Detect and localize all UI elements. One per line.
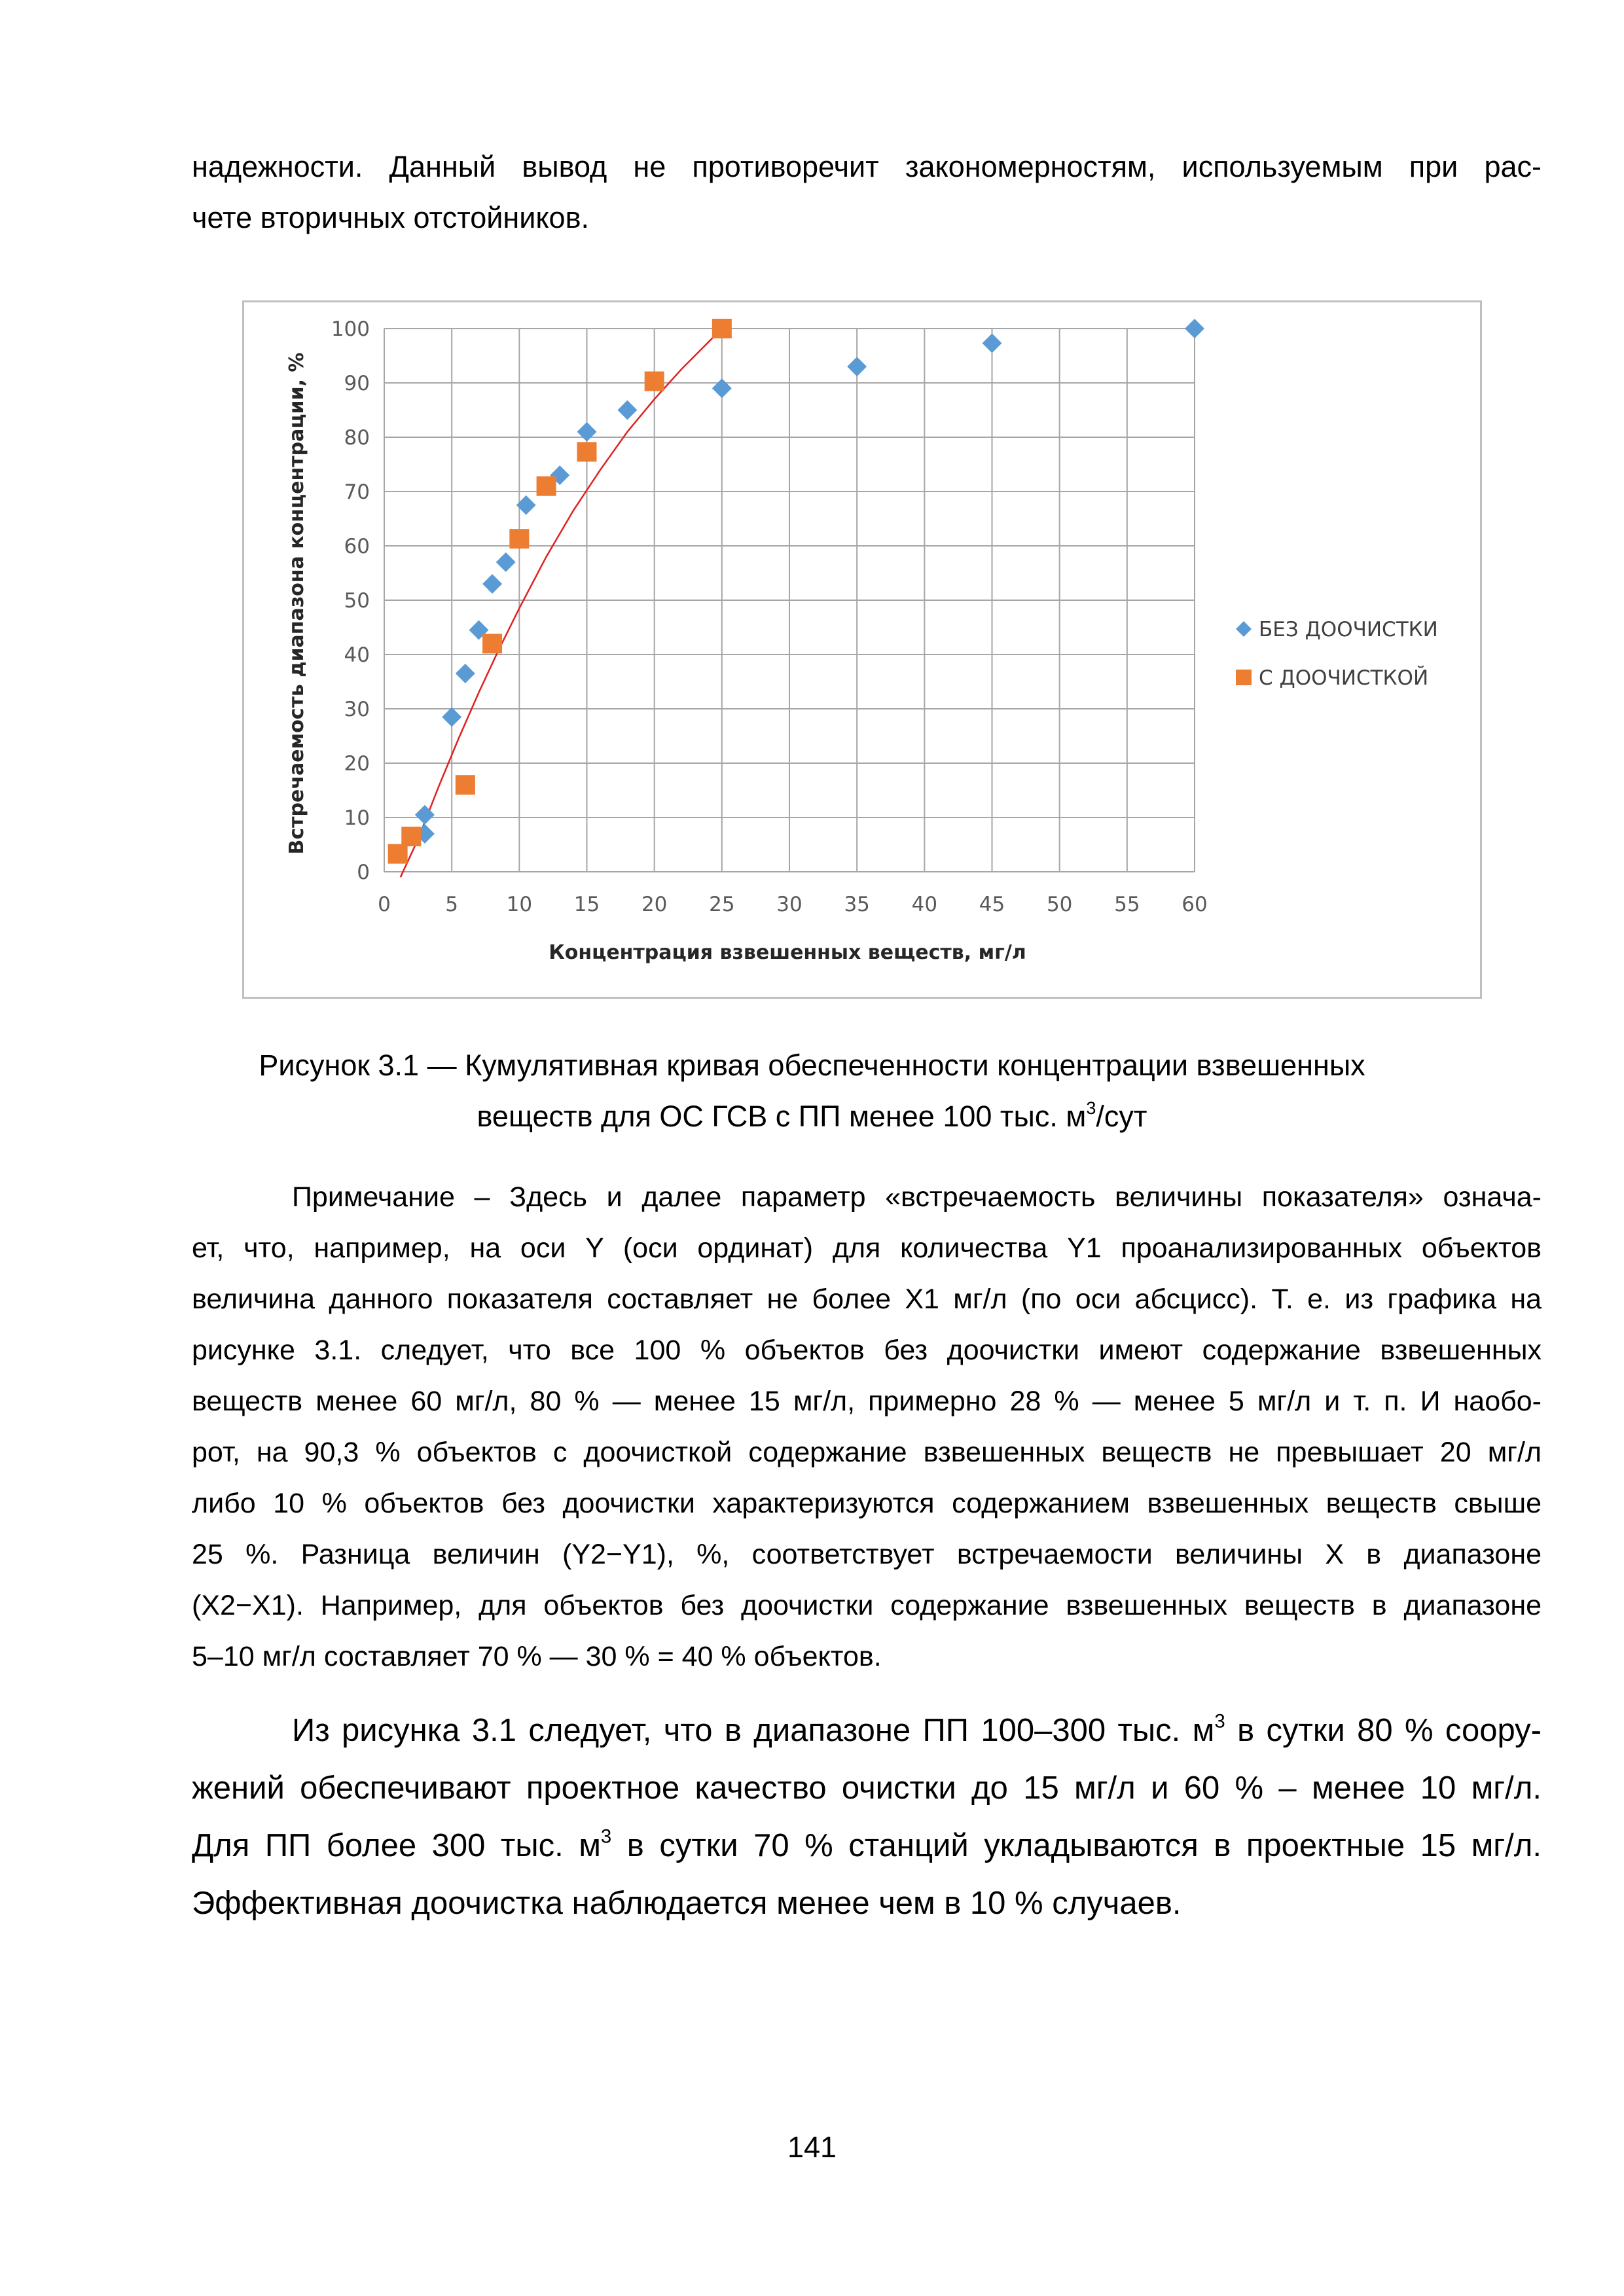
caption-text-end: /сут (1096, 1100, 1147, 1133)
data-point-square (577, 442, 597, 461)
y-tick-label: 90 (344, 372, 370, 395)
x-tick-label: 25 (709, 893, 735, 916)
main-line (192, 1817, 1542, 1874)
note-line: 5–10 мг/л составляет 70 % — 30 % = 40 % объектов. (192, 1641, 882, 1672)
y-tick-label: 100 (331, 317, 370, 341)
legend-label-bez-doochistki: БЕЗ ДООЧИСТКИ (1259, 618, 1438, 641)
caption-superscript: 3 (1086, 1098, 1096, 1119)
note-line: веществ менее 60 мг/л, 80 % — менее 15 мг/л, примерно 28 % — менее 5 мг/л и т. п. И наобо- (192, 1386, 1542, 1417)
note-line: Примечание – Здесь и далее параметр «встречаемость величины показателя» означа- (292, 1181, 1542, 1213)
x-tick-label: 60 (1182, 893, 1208, 916)
intro-line: надежности. Данный вывод не противоречит закономерностям, используемым при рас- (192, 150, 1542, 183)
x-axis-label: Концентрация взвешенных веществ, мг/л (549, 941, 1026, 964)
x-tick-label: 15 (573, 893, 600, 916)
data-point-diamond (712, 378, 732, 398)
x-tick-label: 0 (378, 893, 391, 916)
data-point-diamond (983, 333, 1002, 353)
note-line: либо 10 % объектов без доочистки характеризуются содержанием взвешенных веществ свыше (192, 1488, 1542, 1519)
figure-caption-line-2 (0, 1091, 1624, 1142)
legend-marker-diamond (1236, 621, 1252, 637)
note-line: рот, на 90,3 % объектов с доочисткой содержание взвешенных веществ не превышает 20 мг/л (192, 1437, 1542, 1468)
data-point-square (537, 476, 556, 496)
data-point-square (388, 844, 408, 864)
data-point-diamond (496, 552, 516, 572)
data-point-diamond (415, 805, 435, 825)
x-tick-label: 45 (979, 893, 1005, 916)
data-point-diamond (1185, 319, 1204, 338)
y-tick-label: 30 (344, 698, 370, 721)
main-line (192, 1702, 1542, 1759)
data-point-square (401, 827, 421, 846)
note-line: рисунке 3.1. следует, что все 100 % объектов без доочистки имеют содержание взвешенных (192, 1335, 1542, 1366)
intro-line: чете вторичных отстойников. (192, 201, 589, 234)
data-point-diamond (482, 574, 502, 594)
data-point-square (456, 775, 475, 795)
main-text: Для ПП более 300 тыс. м (192, 1828, 601, 1863)
y-tick-label: 50 (344, 589, 370, 613)
main-superscript: 3 (600, 1825, 612, 1848)
main-text: в сутки 80 % соору- (1225, 1713, 1542, 1748)
main-text: Из рисунка 3.1 следует, что в диапазоне ПП 100–300 тыс. м (292, 1713, 1215, 1748)
data-points (388, 319, 1204, 864)
data-point-diamond (577, 422, 597, 442)
chart-grid (384, 329, 1195, 872)
x-tick-label: 50 (1046, 893, 1073, 916)
main-line: жений обеспечивают проектное качество очистки до 15 мг/л и 60 % – менее 10 мг/л. (192, 1770, 1542, 1806)
trend-line (401, 329, 722, 877)
scatter-chart (244, 302, 1484, 1001)
x-tick-label: 40 (911, 893, 938, 916)
data-point-square (482, 634, 502, 653)
data-point-square (509, 529, 529, 548)
data-point-diamond (617, 401, 637, 420)
x-tick-label: 30 (776, 893, 803, 916)
data-point-square (712, 319, 732, 338)
note-paragraph (192, 1172, 1542, 1682)
main-line: Эффективная доочистка наблюдается менее чем в 10 % случаев. (192, 1886, 1182, 1921)
note-line: (X2−X1). Например, для объектов без доочистки содержание взвешенных веществ в диапазоне (192, 1590, 1542, 1621)
x-tick-label: 20 (641, 893, 668, 916)
data-point-diamond (442, 707, 461, 726)
note-line: ет, что, например, на оси Y (оси ординат) для количества Y1 проанализированных объектов (192, 1232, 1542, 1264)
main-superscript: 3 (1214, 1710, 1225, 1732)
main-text: в сутки 70 % станций укладываются в проектные 15 мг/л. (611, 1828, 1542, 1863)
legend-label-s-doochistkoy: С ДООЧИСТКОЙ (1259, 666, 1429, 690)
note-line: 25 %. Разница величин (Y2−Y1), %, соответствует встречаемости величины X в диапазоне (192, 1539, 1542, 1570)
y-tick-label: 40 (344, 643, 370, 667)
main-paragraph (192, 1702, 1542, 1932)
y-tick-label: 60 (344, 535, 370, 558)
y-tick-label: 80 (344, 426, 370, 450)
chart-legend (1236, 618, 1438, 690)
figure-caption-line-1: Рисунок 3.1 — Кумулятивная кривая обеспеченности концентрации взвешенных (259, 1049, 1365, 1082)
data-point-diamond (847, 357, 867, 376)
caption-text: веществ для ОС ГСВ с ПП менее 100 тыс. м (477, 1100, 1087, 1133)
chart-figure (242, 300, 1482, 999)
trend-line-group (401, 329, 722, 877)
note-line: величина данного показателя составляет не более X1 мг/л (по оси абсцисс). Т. е. из графика на (192, 1283, 1542, 1315)
data-point-diamond (456, 664, 475, 683)
y-tick-labels (331, 317, 370, 884)
x-tick-label: 55 (1114, 893, 1140, 916)
x-tick-label: 5 (445, 893, 459, 916)
x-tick-labels (378, 893, 1208, 916)
y-axis-label: Встречаемость диапазона концентрации, % (285, 352, 308, 855)
legend-marker-square (1236, 670, 1252, 685)
x-tick-label: 35 (844, 893, 870, 916)
x-tick-label: 10 (506, 893, 533, 916)
y-tick-label: 0 (357, 861, 370, 884)
intro-paragraph (192, 141, 1542, 243)
data-point-square (645, 372, 664, 391)
y-tick-label: 20 (344, 752, 370, 776)
y-tick-label: 10 (344, 806, 370, 830)
y-tick-label: 70 (344, 480, 370, 504)
page-number: 141 (787, 2130, 837, 2164)
